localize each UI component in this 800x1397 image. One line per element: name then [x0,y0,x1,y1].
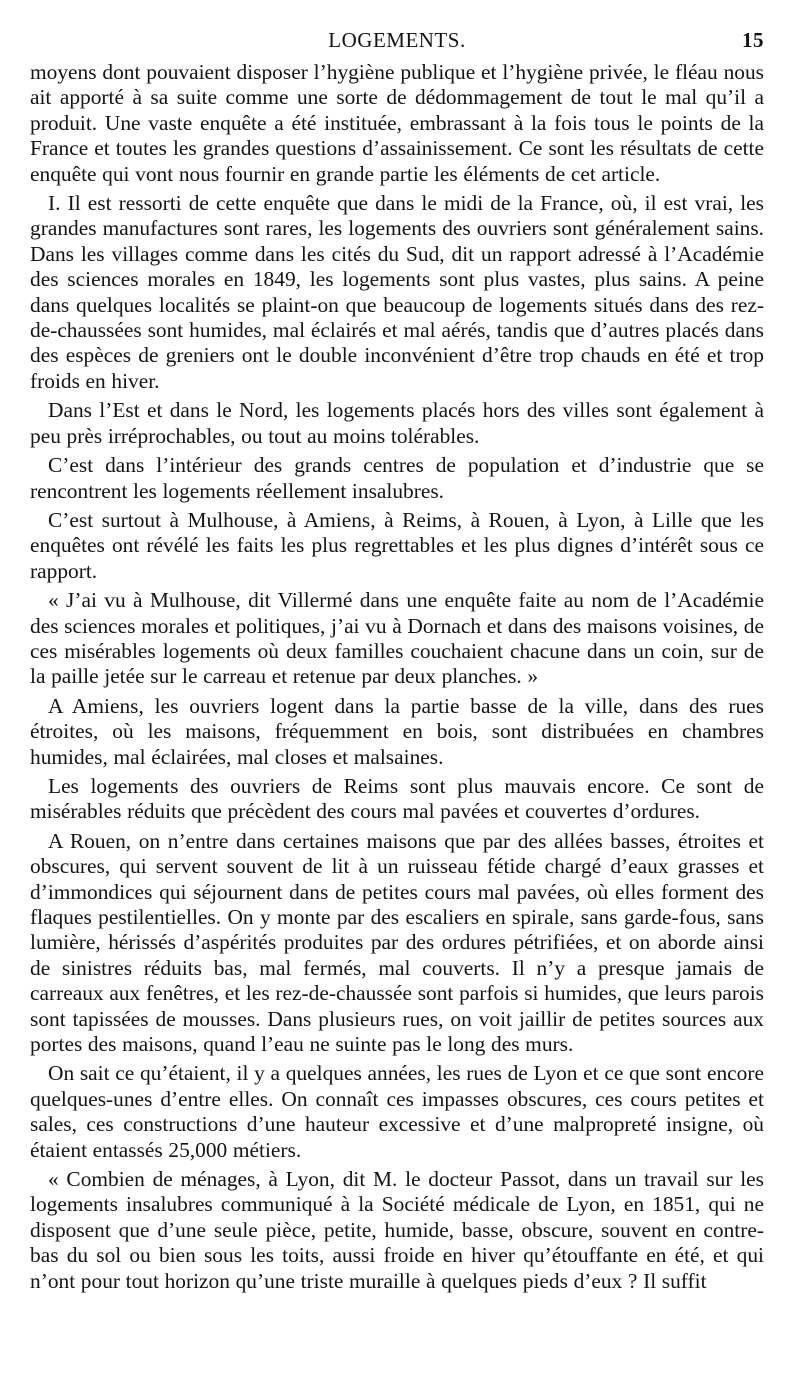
chapter-title: LOGEMENTS. [328,28,466,52]
paragraph-east-north: Dans l’Est et dans le Nord, les logements placés hors des villes sont également à peu près irréprochables, ou tout au moins tolérables. [30,398,764,448]
body-text [30,60,764,1294]
paragraph-mulhouse-quote: « J’ai vu à Mulhouse, dit Villermé dans une enquête faite au nom de l’Académie des sciences morales et politiques, j’ai vu à Dornach et dans des maisons voisines, de ces misérables logements où deux familles couchaient chacune dans un coin, sur de la paille jetée sur le carreau et retenue par deux planches. » [30,588,764,689]
paragraph-continuation: moyens dont pouvaient disposer l’hygiène publique et l’hygiène privée, le fléau nous ait apporté à sa suite comme une sorte de dédommagement de tout le mal qu’il a produit. Une vaste enquête a été instituée, embrassant à la fois tous le points de la France et toutes les grandes questions d’assainissement. Ce sont les résultats de cette enquête qui vont nous fournir en grande partie les éléments de cet article. [30,60,764,186]
paragraph-large-centres: C’est dans l’intérieur des grands centres de population et d’industrie que se rencontrent les logements réellement insalubres. [30,453,764,503]
paragraph-south-france: I. Il est ressorti de cette enquête que dans le midi de la France, où, il est vrai, les grandes manufactures sont rares, les logements des ouvriers sont généralement sains. Dans les villages comme dans les cités du Sud, dit un rapport adressé à l’Académie des sciences morales en 1849, les logements sont plus vastes, plus sains. A peine dans quelques localités se plaint-on que beaucoup de logements situés dans des rez-de-chaussées sont humides, mal éclairés et mal aérés, tandis que d’autres placés dans des espèces de greniers ont le double inconvénient d’être trop chauds en été et trop froids en hiver. [30,191,764,393]
page-number: 15 [742,28,764,52]
paragraph-lyon: On sait ce qu’étaient, il y a quelques années, les rues de Lyon et ce que sont encore quelques-unes d’entre elles. On connaît ces impasses obscures, ces cours petites et sales, ces constructions d’une hauteur excessive et d’une malpropreté insigne, où étaient entassés 25,000 métiers. [30,1061,764,1162]
book-page [30,28,764,1294]
paragraph-rouen: A Rouen, on n’entre dans certaines maisons que par des allées basses, étroites et obscures, qui servent souvent de lit à un ruisseau fétide chargé d’eaux grasses et d’immondices qui séjournent dans de petites cours mal pavées, où elles forment des flaques pestilentielles. On y monte par des escaliers en spirale, sans garde-fous, sans lumière, hérissés d’aspérités produites par des ordures pétrifiées, et on aborde ainsi de sinistres réduits bas, mal fermés, mal couverts. Il n’y a presque jamais de carreaux aux fenêtres, et les rez-de-chaussée sont parfois si humides, que leurs parois sont tapissées de mousses. Dans plusieurs rues, on voit jaillir de petites sources aux portes des maisons, quand l’eau ne suinte pas le long des murs. [30,828,764,1057]
paragraph-amiens: A Amiens, les ouvriers logent dans la partie basse de la ville, dans des rues étroites, où les maisons, fréquemment en bois, sont distribuées en chambres humides, mal éclairées, mal closes et malsaines. [30,693,764,769]
paragraph-passot-quote: « Combien de ménages, à Lyon, dit M. le docteur Passot, dans un travail sur les logements insalubres communiqué à la Société médicale de Lyon, en 1851, qui ne disposent que d’une seule pièce, petite, humide, basse, obscure, souvent en contre-bas du sol ou bien sous les toits, aussi froide en hiver qu’étouffante en été, et qui n’ont pour tout horizon qu’une triste muraille à quelques pieds d’eux ? Il suffit [30,1167,764,1293]
running-head [30,28,764,54]
paragraph-cities-list: C’est surtout à Mulhouse, à Amiens, à Reims, à Rouen, à Lyon, à Lille que les enquêtes ont révélé les faits les plus regrettables et les plus dignes d’intérêt sous ce rapport. [30,507,764,583]
paragraph-reims: Les logements des ouvriers de Reims sont plus mauvais encore. Ce sont de misérables réduits que précèdent des cours mal pavées et couvertes d’ordures. [30,773,764,824]
